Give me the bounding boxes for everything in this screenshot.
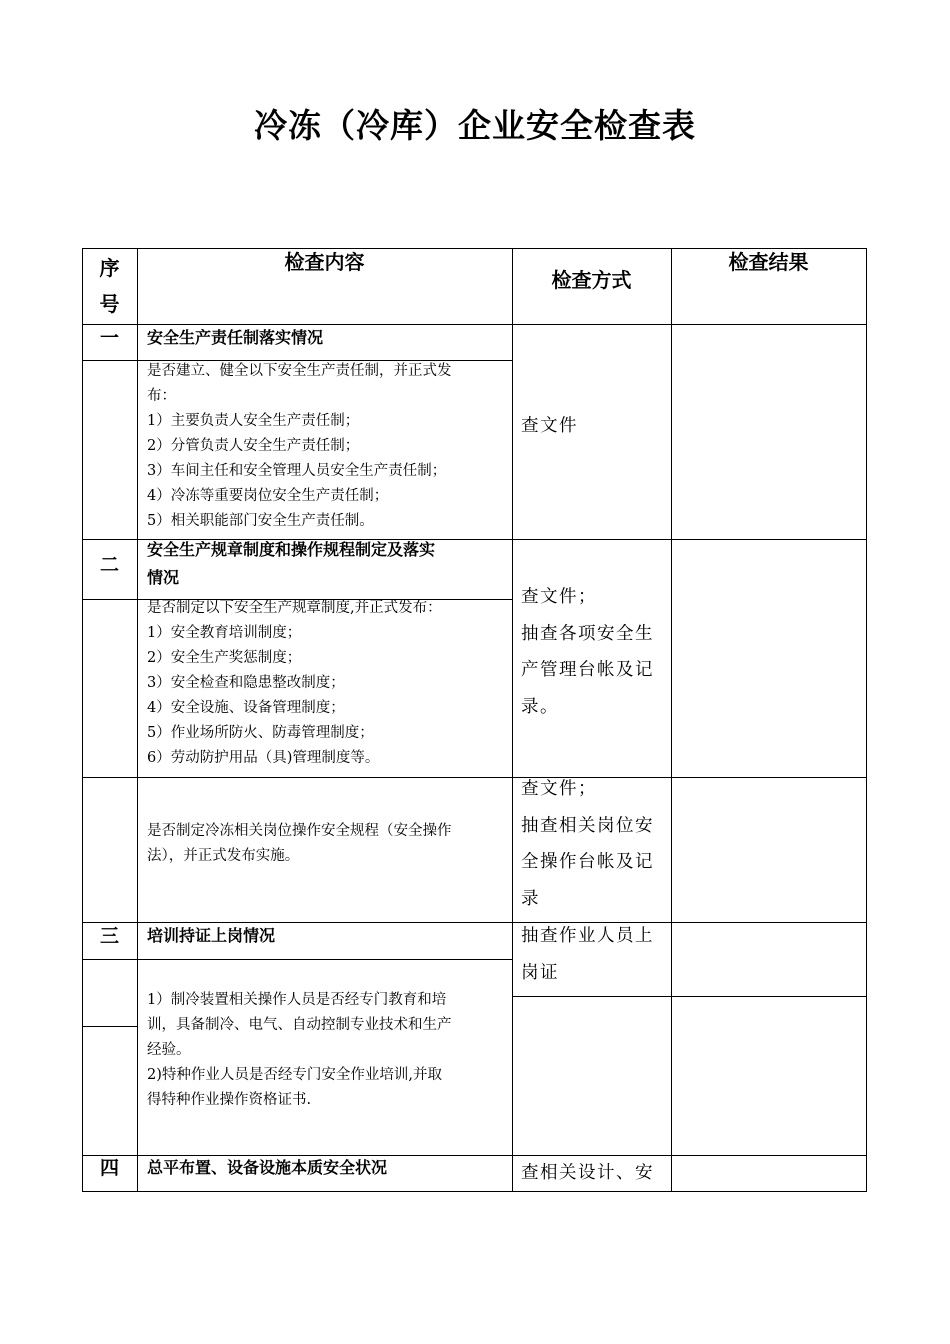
- section-heading: 安全生产规章制度和操作规程制定及落实 情况: [147, 540, 436, 587]
- column-divider: [671, 248, 672, 1192]
- check-item: 是否建立、健全以下安全生产责任制，并正式发 布： 1）主要负责人安全生产责任制； 2）分管负责人安全生产责任制； 3）车间主任和安全管理人员安全生产责任制； 4）冷冻等重要岗位安全生产责任制； 5）相关职能部门安全生产责任制。: [147, 363, 452, 529]
- section-number: 三: [99, 925, 119, 947]
- section-number: 四: [99, 1157, 119, 1179]
- table-border-bottom: [82, 1191, 867, 1192]
- row-divider: [82, 959, 512, 960]
- check-method: 查文件； 抽查各项安全生 产管理台帐及记 录。: [521, 587, 654, 717]
- check-item: 1）制冷装置相关操作人员是否经专门教育和培 训，具备制冷、电气、自动控制专业技术和生产 经验。 2)特种作业人员是否经专门安全作业培训,并取 得特种作业操作资格证书.: [147, 992, 452, 1108]
- check-method: 查相关设计、安: [521, 1163, 654, 1183]
- header-content: 检查内容: [284, 250, 365, 274]
- section-number: 一: [99, 327, 119, 349]
- check-method: 查文件； 抽查相关岗位安 全操作台帐及记 录: [521, 779, 654, 909]
- check-item: 是否制定冷冻相关岗位操作安全规程（安全操作 法），并正式发布实施。: [147, 823, 452, 864]
- check-method: 查文件: [521, 416, 578, 436]
- column-divider: [512, 248, 513, 1192]
- section-heading: 总平布置、设备设施本质安全状况: [147, 1158, 388, 1177]
- section-heading: 安全生产责任制落实情况: [147, 328, 324, 347]
- page-title: 冷冻（冷库）企业安全检查表: [254, 106, 696, 145]
- inspection-table: [82, 248, 866, 1192]
- header-result: 检查结果: [728, 250, 809, 274]
- section-heading: 培训持证上岗情况: [147, 926, 276, 945]
- row-divider: [82, 777, 866, 778]
- header-method: 检查方式: [551, 268, 632, 292]
- table-border-right: [866, 248, 867, 1192]
- check-item: 是否制定以下安全生产规章制度,并正式发布： 1）安全教育培训制度； 2）安全生产奖惩制度； 3）安全检查和隐患整改制度； 4）安全设施、设备管理制度； 5）作业场所防火、防毒管理制度； 6）劳动防护用品（具)管理制度等。: [147, 600, 442, 766]
- check-method: 抽查作业人员上 岗证: [521, 926, 654, 983]
- row-divider: [82, 1026, 137, 1027]
- table-border-left: [82, 248, 83, 1192]
- column-divider: [137, 248, 138, 1192]
- section-number: 二: [99, 554, 119, 576]
- header-seq: 序 号: [99, 256, 120, 316]
- row-divider: [512, 996, 866, 997]
